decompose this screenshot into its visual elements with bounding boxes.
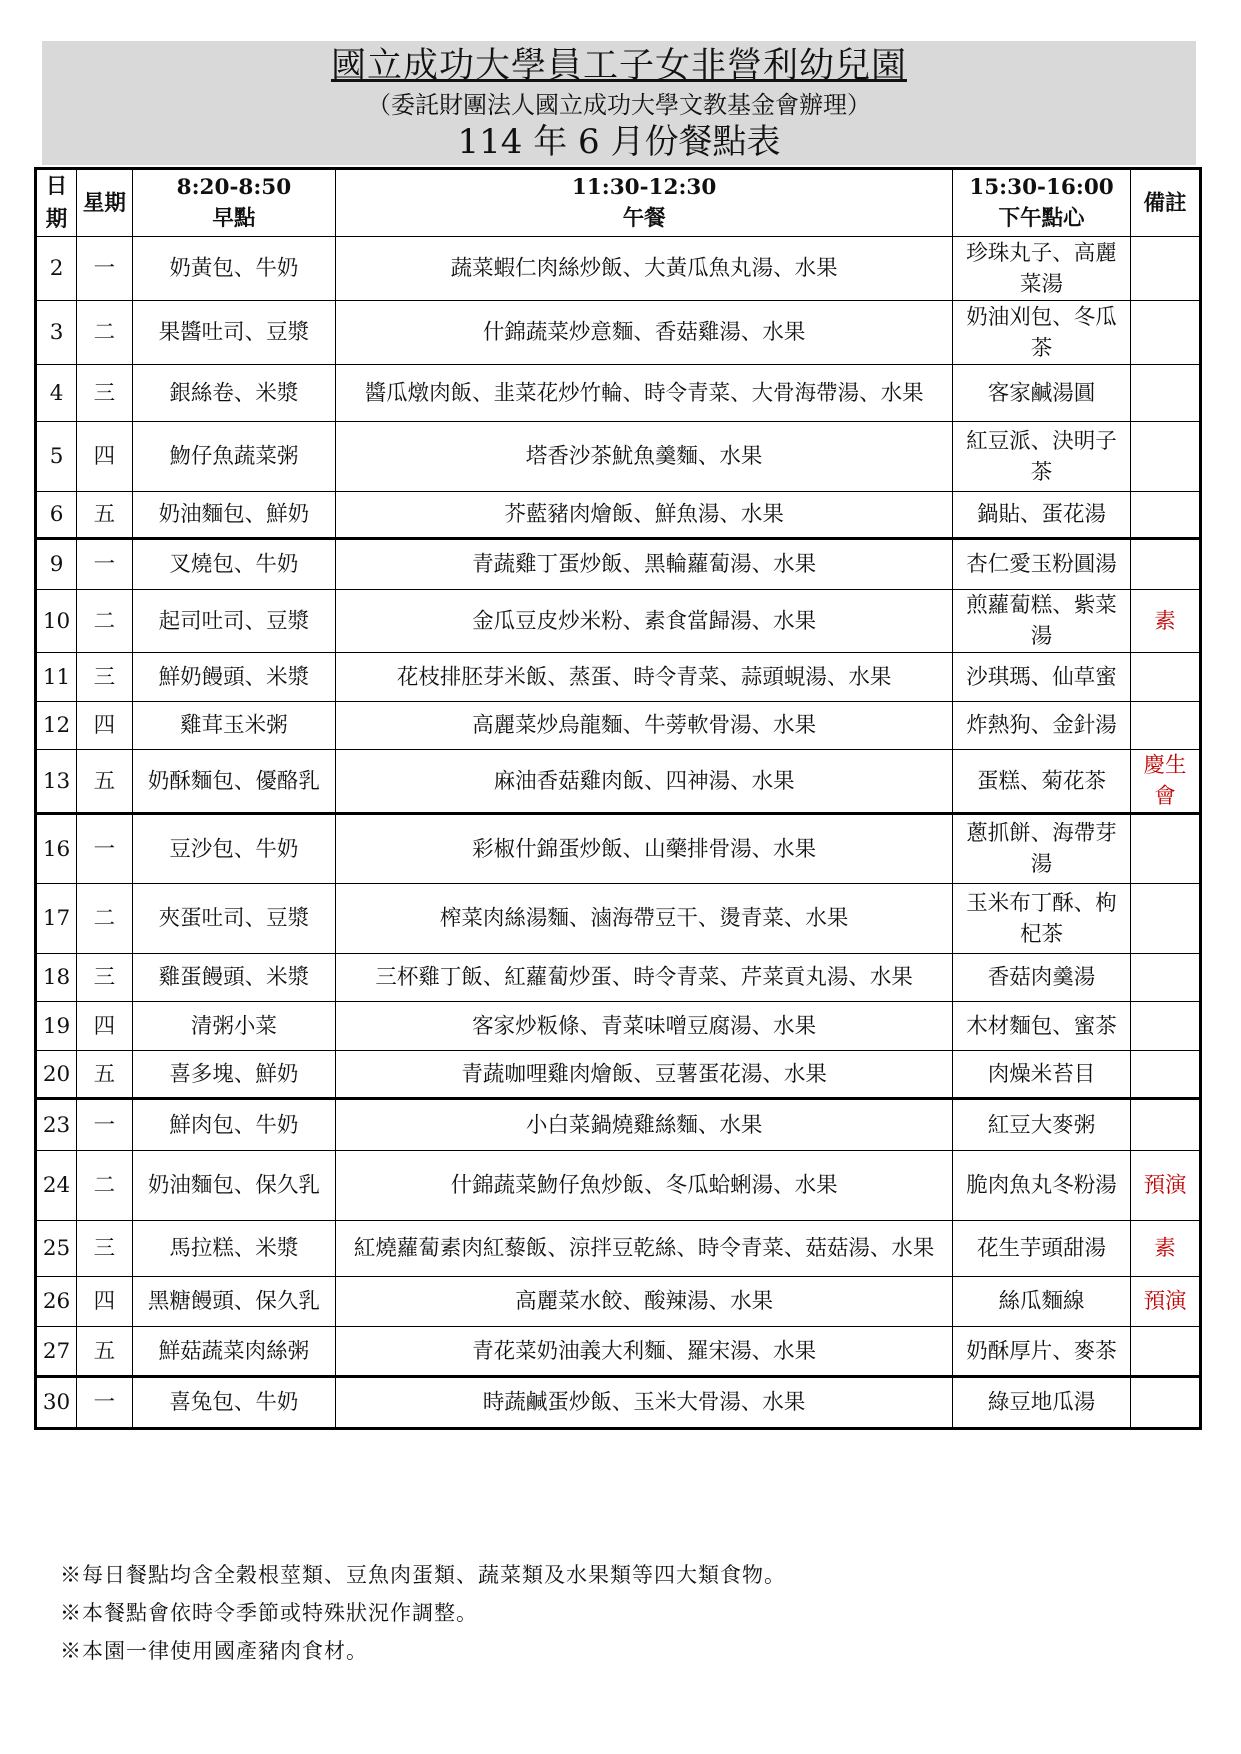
lunch-cell: 榨菜肉絲湯麵、滷海帶豆干、燙青菜、水果 bbox=[336, 884, 953, 954]
breakfast-cell: 起司吐司、豆漿 bbox=[132, 590, 335, 653]
lunch-cell: 蔬菜蝦仁肉絲炒飯、大黃瓜魚丸湯、水果 bbox=[336, 237, 953, 301]
lunch-cell: 高麗菜水餃、酸辣湯、水果 bbox=[336, 1277, 953, 1327]
snack-cell: 沙琪瑪、仙草蜜 bbox=[953, 653, 1131, 702]
breakfast-cell: 奶黃包、牛奶 bbox=[132, 237, 335, 301]
weekday-cell: 四 bbox=[77, 1002, 133, 1051]
table-row bbox=[36, 954, 1201, 1002]
weekday-cell: 一 bbox=[77, 1377, 133, 1429]
snack-cell: 玉米布丁酥、枸杞茶 bbox=[953, 884, 1131, 954]
breakfast-cell: 鮮肉包、牛奶 bbox=[132, 1099, 335, 1151]
lunch-label: 午餐 bbox=[622, 206, 666, 231]
breakfast-time: 8:20-8:50 bbox=[176, 175, 292, 200]
breakfast-cell: 喜多塊、鮮奶 bbox=[132, 1051, 335, 1099]
weekday-cell: 一 bbox=[77, 237, 133, 301]
snack-cell: 花生芋頭甜湯 bbox=[953, 1221, 1131, 1277]
lunch-cell: 彩椒什錦蛋炒飯、山藥排骨湯、水果 bbox=[336, 814, 953, 884]
snack-cell: 蔥抓餅、海帶芽湯 bbox=[953, 814, 1131, 884]
snack-cell: 杏仁愛玉粉圓湯 bbox=[953, 539, 1131, 590]
breakfast-cell: 馬拉糕、米漿 bbox=[132, 1221, 335, 1277]
col-day: 日期 bbox=[36, 169, 77, 237]
weekday-cell: 四 bbox=[77, 1277, 133, 1327]
table-row bbox=[36, 702, 1201, 750]
weekday-cell: 三 bbox=[77, 653, 133, 702]
weekday-cell: 二 bbox=[77, 1151, 133, 1221]
weekday-cell: 一 bbox=[77, 539, 133, 590]
lunch-cell: 花枝排胚芽米飯、蒸蛋、時令青菜、蒜頭蜆湯、水果 bbox=[336, 653, 953, 702]
table-row bbox=[36, 1377, 1201, 1429]
lunch-cell: 芥藍豬肉燴飯、鮮魚湯、水果 bbox=[336, 492, 953, 539]
breakfast-cell: 奶油麵包、保久乳 bbox=[132, 1151, 335, 1221]
day-cell: 18 bbox=[36, 954, 77, 1002]
weekday-cell: 一 bbox=[77, 814, 133, 884]
footer-note: ※本餐點會依時令季節或特殊狀況作調整。 bbox=[60, 1601, 478, 1625]
table-row bbox=[36, 539, 1201, 590]
footer-notes bbox=[60, 1556, 786, 1670]
col-snack bbox=[953, 169, 1131, 237]
breakfast-cell: 鮮菇蔬菜肉絲粥 bbox=[132, 1327, 335, 1377]
table-row bbox=[36, 301, 1201, 365]
note-cell bbox=[1130, 884, 1200, 954]
note-cell: 慶生會 bbox=[1130, 750, 1200, 814]
note-cell bbox=[1130, 422, 1200, 492]
note-cell bbox=[1130, 539, 1200, 590]
day-cell: 13 bbox=[36, 750, 77, 814]
table-row bbox=[36, 1327, 1201, 1377]
day-cell: 19 bbox=[36, 1002, 77, 1051]
snack-cell: 鍋貼、蛋花湯 bbox=[953, 492, 1131, 539]
breakfast-label: 早點 bbox=[212, 206, 256, 231]
breakfast-cell: 鮮奶饅頭、米漿 bbox=[132, 653, 335, 702]
note-cell: 預演 bbox=[1130, 1277, 1200, 1327]
table-row bbox=[36, 590, 1201, 653]
lunch-cell: 時蔬鹹蛋炒飯、玉米大骨湯、水果 bbox=[336, 1377, 953, 1429]
breakfast-cell: 黑糖饅頭、保久乳 bbox=[132, 1277, 335, 1327]
weekday-cell: 五 bbox=[77, 1051, 133, 1099]
snack-cell: 炸熱狗、金針湯 bbox=[953, 702, 1131, 750]
note-cell bbox=[1130, 954, 1200, 1002]
breakfast-cell: 奶酥麵包、優酪乳 bbox=[132, 750, 335, 814]
lunch-cell: 青花菜奶油義大利麵、羅宋湯、水果 bbox=[336, 1327, 953, 1377]
day-cell: 3 bbox=[36, 301, 77, 365]
weekday-cell: 四 bbox=[77, 422, 133, 492]
snack-cell: 綠豆地瓜湯 bbox=[953, 1377, 1131, 1429]
note-cell bbox=[1130, 492, 1200, 539]
note-cell: 預演 bbox=[1130, 1151, 1200, 1221]
day-cell: 6 bbox=[36, 492, 77, 539]
breakfast-cell: 喜兔包、牛奶 bbox=[132, 1377, 335, 1429]
snack-cell: 奶酥厚片、麥茶 bbox=[953, 1327, 1131, 1377]
day-cell: 20 bbox=[36, 1051, 77, 1099]
day-cell: 23 bbox=[36, 1099, 77, 1151]
table-row bbox=[36, 750, 1201, 814]
lunch-cell: 青蔬雞丁蛋炒飯、黑輪蘿蔔湯、水果 bbox=[336, 539, 953, 590]
breakfast-cell: 清粥小菜 bbox=[132, 1002, 335, 1051]
snack-cell: 紅豆大麥粥 bbox=[953, 1099, 1131, 1151]
breakfast-cell: 雞蛋饅頭、米漿 bbox=[132, 954, 335, 1002]
note-cell bbox=[1130, 1099, 1200, 1151]
weekday-cell: 三 bbox=[77, 954, 133, 1002]
note-cell: 素 bbox=[1130, 590, 1200, 653]
breakfast-cell: 雞茸玉米粥 bbox=[132, 702, 335, 750]
breakfast-cell: 奶油麵包、鮮奶 bbox=[132, 492, 335, 539]
table-row bbox=[36, 653, 1201, 702]
col-lunch bbox=[336, 169, 953, 237]
breakfast-cell: 果醬吐司、豆漿 bbox=[132, 301, 335, 365]
weekday-cell: 四 bbox=[77, 702, 133, 750]
snack-cell: 珍珠丸子、高麗菜湯 bbox=[953, 237, 1131, 301]
day-cell: 24 bbox=[36, 1151, 77, 1221]
day-cell: 27 bbox=[36, 1327, 77, 1377]
lunch-cell: 醬瓜燉肉飯、韭菜花炒竹輪、時令青菜、大骨海帶湯、水果 bbox=[336, 365, 953, 422]
header-row bbox=[36, 169, 1201, 237]
day-cell: 26 bbox=[36, 1277, 77, 1327]
snack-cell: 紅豆派、決明子茶 bbox=[953, 422, 1131, 492]
note-cell bbox=[1130, 365, 1200, 422]
note-cell bbox=[1130, 1002, 1200, 1051]
lunch-cell: 小白菜鍋燒雞絲麵、水果 bbox=[336, 1099, 953, 1151]
page-subtitle: （委託財團法人國立成功大學文教基金會辦理） bbox=[367, 91, 871, 119]
lunch-cell: 紅燒蘿蔔素肉紅藜飯、涼拌豆乾絲、時令青菜、菇菇湯、水果 bbox=[336, 1221, 953, 1277]
month-title: 114 年 6 月份餐點表 bbox=[457, 122, 781, 162]
snack-cell: 絲瓜麵線 bbox=[953, 1277, 1131, 1327]
day-cell: 11 bbox=[36, 653, 77, 702]
day-cell: 12 bbox=[36, 702, 77, 750]
table-row bbox=[36, 492, 1201, 539]
col-weekday: 星期 bbox=[77, 169, 133, 237]
breakfast-cell: 豆沙包、牛奶 bbox=[132, 814, 335, 884]
weekday-cell: 二 bbox=[77, 590, 133, 653]
lunch-cell: 什錦蔬菜炒意麵、香菇雞湯、水果 bbox=[336, 301, 953, 365]
note-cell bbox=[1130, 702, 1200, 750]
note-cell bbox=[1130, 653, 1200, 702]
lunch-cell: 什錦蔬菜魩仔魚炒飯、冬瓜蛤蜊湯、水果 bbox=[336, 1151, 953, 1221]
table-row bbox=[36, 422, 1201, 492]
snack-label: 下午點心 bbox=[998, 206, 1085, 231]
meal-table bbox=[34, 167, 1202, 1430]
weekday-cell: 三 bbox=[77, 1221, 133, 1277]
snack-cell: 奶油刈包、冬瓜茶 bbox=[953, 301, 1131, 365]
snack-cell: 客家鹹湯圓 bbox=[953, 365, 1131, 422]
snack-cell: 脆肉魚丸冬粉湯 bbox=[953, 1151, 1131, 1221]
note-cell bbox=[1130, 237, 1200, 301]
table-row bbox=[36, 1099, 1201, 1151]
lunch-cell: 金瓜豆皮炒米粉、素食當歸湯、水果 bbox=[336, 590, 953, 653]
snack-cell: 肉燥米苔目 bbox=[953, 1051, 1131, 1099]
lunch-cell: 客家炒粄條、青菜味噌豆腐湯、水果 bbox=[336, 1002, 953, 1051]
lunch-cell: 麻油香菇雞肉飯、四神湯、水果 bbox=[336, 750, 953, 814]
footer-note: ※每日餐點均含全穀根莖類、豆魚肉蛋類、蔬菜類及水果類等四大類食物。 bbox=[60, 1563, 786, 1587]
page-title: 國立成功大學員工子女非營利幼兒園 bbox=[330, 46, 907, 86]
day-cell: 9 bbox=[36, 539, 77, 590]
lunch-cell: 青蔬咖哩雞肉燴飯、豆薯蛋花湯、水果 bbox=[336, 1051, 953, 1099]
table-row bbox=[36, 1277, 1201, 1327]
lunch-cell: 塔香沙茶魷魚羹麵、水果 bbox=[336, 422, 953, 492]
day-cell: 10 bbox=[36, 590, 77, 653]
day-cell: 4 bbox=[36, 365, 77, 422]
breakfast-cell: 夾蛋吐司、豆漿 bbox=[132, 884, 335, 954]
weekday-cell: 一 bbox=[77, 1099, 133, 1151]
weekday-cell: 五 bbox=[77, 1327, 133, 1377]
weekday-cell: 五 bbox=[77, 492, 133, 539]
snack-cell: 煎蘿蔔糕、紫菜湯 bbox=[953, 590, 1131, 653]
header-banner bbox=[42, 41, 1196, 165]
lunch-time: 11:30-12:30 bbox=[571, 175, 717, 200]
day-cell: 30 bbox=[36, 1377, 77, 1429]
breakfast-cell: 銀絲卷、米漿 bbox=[132, 365, 335, 422]
table-row bbox=[36, 365, 1201, 422]
table-row bbox=[36, 1151, 1201, 1221]
weekday-cell: 二 bbox=[77, 301, 133, 365]
snack-cell: 蛋糕、菊花茶 bbox=[953, 750, 1131, 814]
note-cell bbox=[1130, 301, 1200, 365]
lunch-cell: 三杯雞丁飯、紅蘿蔔炒蛋、時令青菜、芹菜貢丸湯、水果 bbox=[336, 954, 953, 1002]
day-cell: 25 bbox=[36, 1221, 77, 1277]
note-cell: 素 bbox=[1130, 1221, 1200, 1277]
table-row bbox=[36, 1221, 1201, 1277]
note-cell bbox=[1130, 1327, 1200, 1377]
snack-time: 15:30-16:00 bbox=[969, 175, 1114, 200]
day-cell: 5 bbox=[36, 422, 77, 492]
day-cell: 17 bbox=[36, 884, 77, 954]
table-row bbox=[36, 1002, 1201, 1051]
table-row bbox=[36, 814, 1201, 884]
day-cell: 2 bbox=[36, 237, 77, 301]
note-cell bbox=[1130, 1377, 1200, 1429]
breakfast-cell: 叉燒包、牛奶 bbox=[132, 539, 335, 590]
col-note: 備註 bbox=[1130, 169, 1200, 237]
snack-cell: 木材麵包、蜜茶 bbox=[953, 1002, 1131, 1051]
breakfast-cell: 魩仔魚蔬菜粥 bbox=[132, 422, 335, 492]
day-cell: 16 bbox=[36, 814, 77, 884]
table-row bbox=[36, 1051, 1201, 1099]
col-breakfast bbox=[132, 169, 335, 237]
note-cell bbox=[1130, 814, 1200, 884]
weekday-cell: 三 bbox=[77, 365, 133, 422]
weekday-cell: 五 bbox=[77, 750, 133, 814]
table-row bbox=[36, 237, 1201, 301]
footer-note: ※本園一律使用國產豬肉食材。 bbox=[60, 1639, 368, 1663]
weekday-cell: 二 bbox=[77, 884, 133, 954]
lunch-cell: 高麗菜炒烏龍麵、牛蒡軟骨湯、水果 bbox=[336, 702, 953, 750]
note-cell bbox=[1130, 1051, 1200, 1099]
snack-cell: 香菇肉羹湯 bbox=[953, 954, 1131, 1002]
table-row bbox=[36, 884, 1201, 954]
